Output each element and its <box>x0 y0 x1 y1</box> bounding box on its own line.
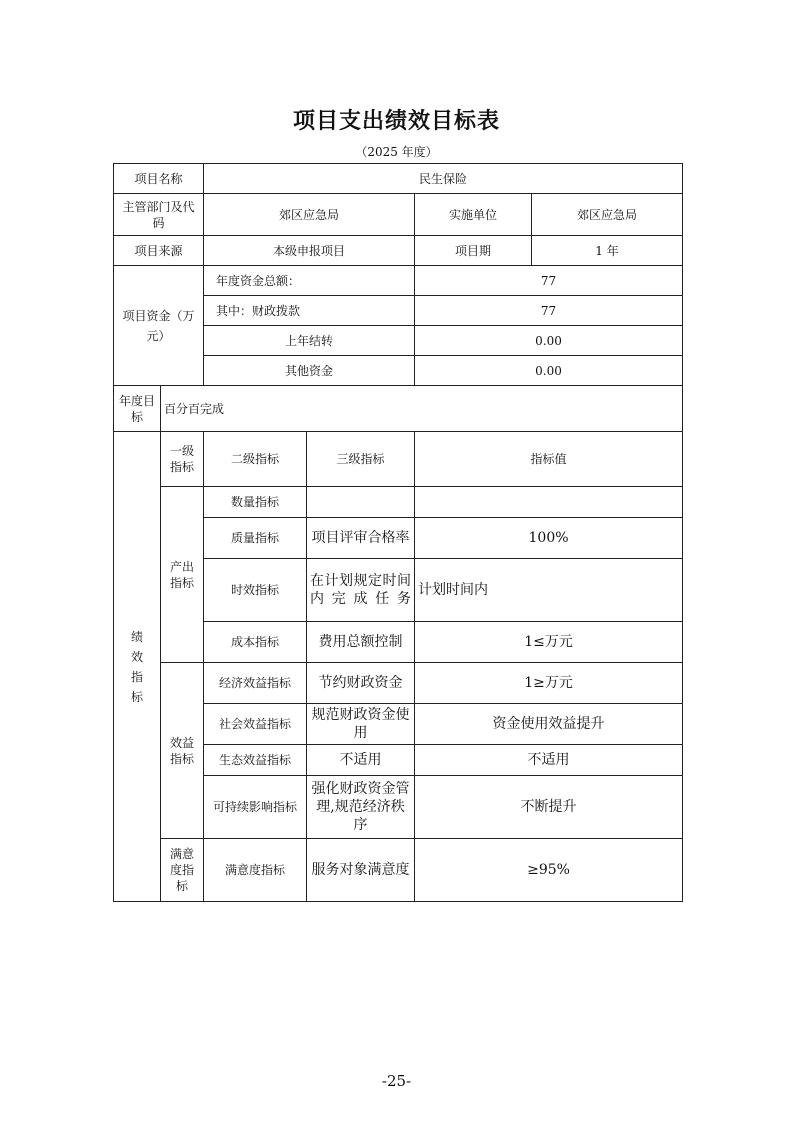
value-cell: 1≥万元 <box>415 663 683 704</box>
level3-cell: 项目评审合格率 <box>307 518 415 559</box>
value-cell: 不断提升 <box>415 776 683 839</box>
output-label: 产出指标 <box>161 487 204 663</box>
period-value: 1 年 <box>532 236 683 266</box>
annual-goal-label: 年度目标 <box>114 386 161 432</box>
level3-cell: 在计划规定时间内完成任务 <box>307 559 415 622</box>
level3-cell: 规范财政资金使用 <box>307 704 415 745</box>
level2-cell: 社会效益指标 <box>204 704 307 745</box>
page-title: 项目支出绩效目标表 <box>292 108 500 134</box>
value-cell <box>415 487 683 518</box>
level3-cell: 服务对象满意度 <box>307 839 415 902</box>
header-value: 指标值 <box>415 432 683 487</box>
level3-cell <box>307 487 415 518</box>
project-name-label: 项目名称 <box>114 164 204 194</box>
funds-row-label: 其中：财政拨款 <box>204 296 415 326</box>
funds-row-value: 77 <box>415 296 683 326</box>
unit-label: 实施单位 <box>415 194 532 236</box>
value-cell: 资金使用效益提升 <box>415 704 683 745</box>
unit-value: 郊区应急局 <box>532 194 683 236</box>
value-cell: 计划时间内 <box>415 559 683 622</box>
source-value: 本级申报项目 <box>204 236 415 266</box>
period-label: 项目期 <box>415 236 532 266</box>
level3-cell: 节约财政资金 <box>307 663 415 704</box>
level2-cell: 生态效益指标 <box>204 745 307 776</box>
dept-label: 主管部门及代码 <box>114 194 204 236</box>
header-level3: 三级指标 <box>307 432 415 487</box>
level2-cell: 可持续影响指标 <box>204 776 307 839</box>
funds-label: 项目资金（万元） <box>114 266 204 386</box>
annual-goal-value: 百分百完成 <box>161 386 683 432</box>
level2-cell: 数量指标 <box>204 487 307 518</box>
funds-row-label: 上年结转 <box>204 326 415 356</box>
value-cell: 1≤万元 <box>415 622 683 663</box>
header-level2: 二级指标 <box>204 432 307 487</box>
fiscal-year: （2025 年度） <box>355 145 438 159</box>
dept-value: 郊区应急局 <box>204 194 415 236</box>
level3-cell: 不适用 <box>307 745 415 776</box>
performance-target-table <box>113 163 683 902</box>
project-name-value: 民生保险 <box>204 164 683 194</box>
page-number: -25- <box>381 1072 412 1090</box>
funds-row-label: 其他资金 <box>204 356 415 386</box>
level2-cell: 满意度指标 <box>204 839 307 902</box>
level2-cell: 时效指标 <box>204 559 307 622</box>
funds-row-label: 年度资金总额： <box>204 266 415 296</box>
performance-label: 绩效指标 <box>114 432 161 902</box>
level3-cell: 强化财政资金管理,规范经济秩序 <box>307 776 415 839</box>
level3-cell: 费用总额控制 <box>307 622 415 663</box>
level2-cell: 质量指标 <box>204 518 307 559</box>
funds-row-value: 77 <box>415 266 683 296</box>
source-label: 项目来源 <box>114 236 204 266</box>
funds-row-value: 0.00 <box>415 326 683 356</box>
header-level1: 一级指标 <box>161 432 204 487</box>
level2-cell: 经济效益指标 <box>204 663 307 704</box>
value-cell: ≥95% <box>415 839 683 902</box>
level2-cell: 成本指标 <box>204 622 307 663</box>
value-cell: 不适用 <box>415 745 683 776</box>
value-cell: 100% <box>415 518 683 559</box>
benefit-label: 效益指标 <box>161 663 204 839</box>
funds-row-value: 0.00 <box>415 356 683 386</box>
satisfaction-label: 满意度指标 <box>161 839 204 902</box>
